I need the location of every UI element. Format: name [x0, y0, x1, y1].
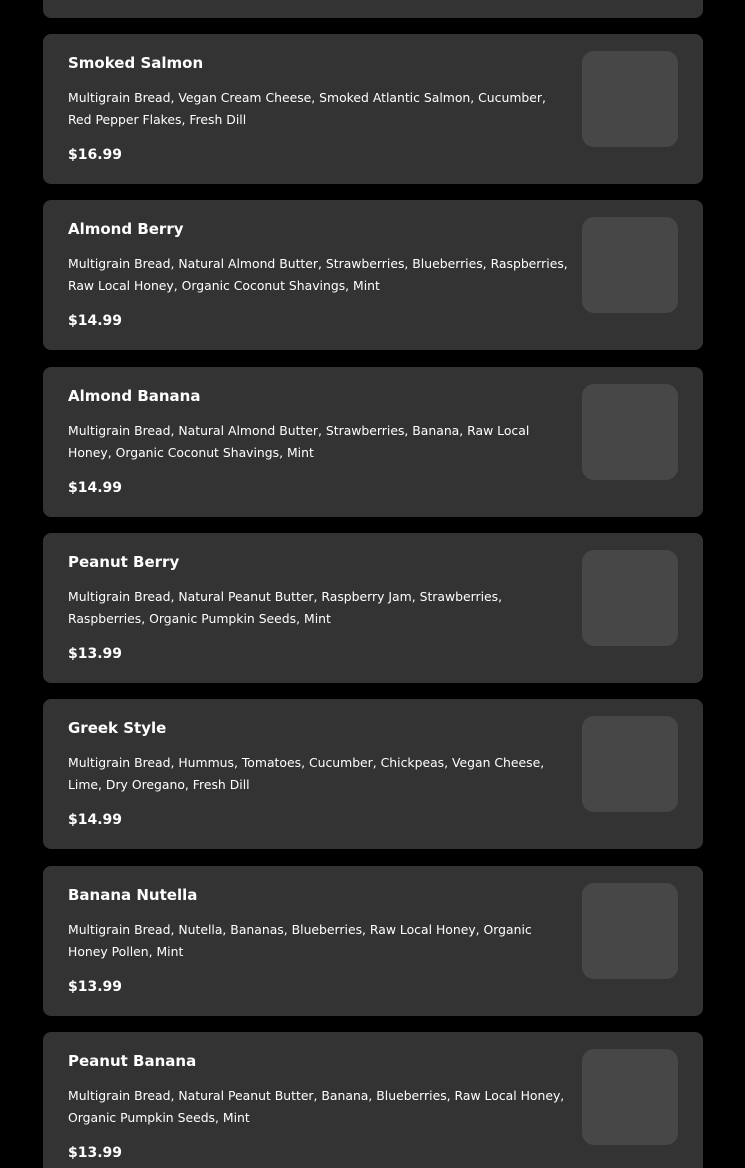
menu-item-image	[582, 550, 678, 646]
menu-item-description: Multigrain Bread, Natural Almond Butter, Strawberries, Blueberries, Raspberries, Raw Local Honey, Organic Coconut Shavings, Mint	[68, 256, 568, 294]
menu-item-price: $16.99	[68, 147, 123, 163]
menu-item-text	[68, 1051, 568, 1163]
menu-item-name: Smoked Salmon	[68, 54, 204, 72]
menu-item-price: $14.99	[68, 812, 123, 829]
menu-item-price: $14.99	[68, 313, 123, 330]
menu-item-card[interactable]	[43, 699, 703, 849]
menu-item-price: $13.99	[68, 978, 123, 995]
menu-item-card[interactable]	[43, 533, 703, 683]
menu-item-name: Almond Berry	[68, 220, 184, 239]
menu-item-card-partial[interactable]	[43, 0, 703, 18]
menu-item-text	[68, 552, 568, 664]
menu-item-description: Multigrain Bread, Hummus, Tomatoes, Cucumber, Chickpeas, Vegan Cheese, Lime, Dry Oregano, Fresh Dill	[68, 755, 545, 793]
menu-item-name: Peanut Banana	[68, 1051, 197, 1070]
menu-item-price: $14.99	[68, 479, 123, 496]
menu-item-description: Multigrain Bread, Vegan Cream Cheese, Smoked Atlantic Salmon, Cucumber, Red Pepper Flakes, Fresh Dill	[68, 90, 546, 127]
menu-item-card[interactable]	[43, 866, 703, 1016]
menu-item-text	[68, 718, 568, 830]
menu-item-name: Almond Banana	[68, 386, 201, 405]
menu-item-description: Multigrain Bread, Natural Peanut Butter, Banana, Blueberries, Raw Local Honey, Organic Pumpkin Seeds, Mint	[68, 1087, 565, 1125]
menu-item-list	[43, 0, 703, 1168]
menu-item-name: Banana Nutella	[68, 885, 198, 904]
menu-item-image	[582, 384, 678, 480]
menu-item-image	[582, 217, 678, 313]
menu-item-description: Multigrain Bread, Nutella, Bananas, Blueberries, Raw Local Honey, Organic Honey Pollen, Mint	[68, 921, 532, 959]
menu-item-image	[582, 51, 678, 147]
menu-item-card[interactable]	[43, 367, 703, 517]
menu-item-description: Multigrain Bread, Natural Peanut Butter, Raspberry Jam, Strawberries, Raspberries, Organic Pumpkin Seeds, Mint	[68, 588, 503, 626]
menu-item-card[interactable]	[43, 1032, 703, 1168]
menu-item-text	[68, 885, 568, 997]
menu-item-description: Multigrain Bread, Natural Almond Butter, Strawberries, Banana, Raw Local Honey, Organic Coconut Shavings, Mint	[68, 422, 530, 460]
menu-item-card[interactable]	[43, 34, 703, 184]
menu-item-price: $13.99	[68, 645, 123, 662]
menu-item-image	[582, 883, 678, 979]
menu-item-name: Greek Style	[68, 719, 167, 738]
menu-item-price: $13.99	[68, 1144, 123, 1161]
menu-item-text	[68, 219, 568, 331]
menu-item-text	[68, 386, 568, 498]
menu-item-image	[582, 716, 678, 812]
menu-item-text	[68, 53, 568, 165]
menu-item-name: Peanut Berry	[68, 552, 180, 571]
menu-item-image	[582, 1049, 678, 1145]
menu-item-card[interactable]	[43, 200, 703, 350]
